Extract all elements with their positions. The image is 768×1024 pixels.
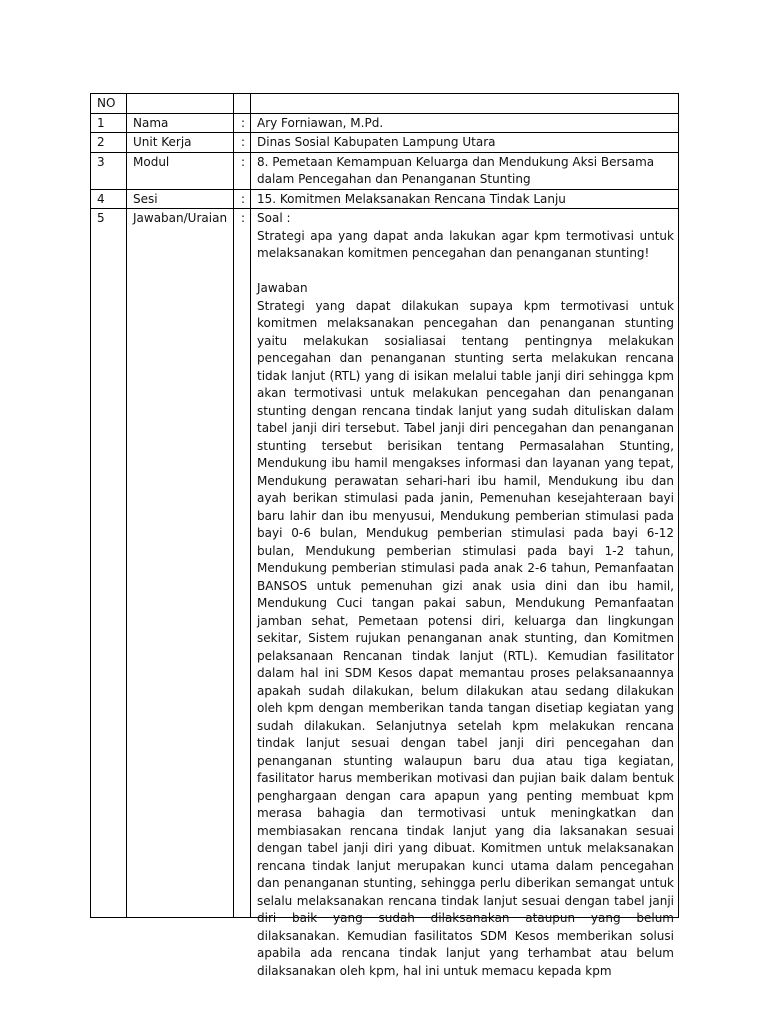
row-label-nama: Nama	[127, 113, 234, 133]
table-row	[91, 113, 679, 133]
row-value-sesi: 15. Komitmen Melaksanakan Rencana Tindak Lanju	[251, 189, 679, 209]
row-colon: :	[234, 189, 251, 209]
soal-heading: Soal :	[257, 211, 291, 225]
paragraph-gap	[257, 263, 674, 281]
row-number: 1	[91, 113, 127, 133]
soal-text: Strategi apa yang dapat anda lakukan agar kpm termotivasi untuk melaksanakan komitmen pencegahan dan penanganan stunting!	[257, 228, 674, 260]
table-row	[91, 152, 679, 189]
answer-cell	[251, 209, 679, 978]
table-header-row	[91, 94, 679, 114]
row-colon: :	[234, 133, 251, 153]
row-label-sesi: Sesi	[127, 189, 234, 209]
header-no: NO	[91, 94, 127, 114]
jawaban-text: Strategi yang dapat dilakukan supaya kpm termotivasi untuk komitmen melaksanakan pencegahan dan penanganan stunting yaitu melakukan sosialiasai tentang pentingnya melakukan pencegahan dan penanganan stunting serta melakukan rencana tidak lanjut (RTL) yang di isikan melalui table janji diri sehingga kpm akan termotivasi untuk melakukan pencegahan dan penanganan stunting dengan rencana tindak lanjut yang sudah dituliskan dalam tabel janji diri tersebut. Tabel janji diri pencegahan dan penanganan stunting tersebut berisikan tentang Permasalahan Stunting, Mendukung ibu hamil mengakses informasi dan layanan yang tepat, Mendukung perawatan sehari-hari ibu hamil, Mendukung ibu dan ayah berikan stimulasi pada janin, Pemenuhan kesejahteraan bayi baru lahir dan ibu menyusui, Mendukung pemberian stimulasi pada bayi 0-6 bulan, Mendukug pemberian stimulasi pada bayi 6-12 bulan, Mendukung pemberian stimulasi pada bayi 1-2 tahun, Mendukung pemberian stimulasi pada anak 2-6 tahun, Pemanfaatan BANSOS untuk pemenuhan gizi anak usia dini dan ibu hamil, Mendukung Cuci tangan pakai sabun, Mendukung Pemanfaatan jamban sehat, Pemetaan potensi diri, keluarga dan lingkungan sekitar, Sistem rujukan penanganan anak stunting, dan Komitmen pelaksanaan Rencanan tindak lanjut (RTL). Kemudian fasilitator dalam hal ini SDM Kesos dapat memantau proses pelaksanaannya apakah sudah dilakukan, belum dilakukan atau sedang dilakukan oleh kpm dengan memberikan tanda tangan disetiap kegiatan yang sudah dilakukan. Selanjutnya setelah kpm melakukan rencana tindak lanjut sesuai dengan tabel janji diri pencegahan dan penanganan stunting walaupun baru dua atau tiga kegiatan, fasilitator harus memberikan motivasi dan pujian baik dalam bentuk penghargaan dengan cara apapun yang penting membuat kpm merasa bahagia dan termotivasi untuk meningkatkan dan membiasakan rencana tindak lanjut yang dia laksanakan sesuai dengan tabel janji diri yang dibuat. Komitmen untuk melaksanakan rencana tindak lanjut merupakan kunci utama dalam pencegahan dan penanganan stunting, sehingga perlu diberikan semangat untuk selalu melaksanakan rencana tindak lanjut sesuai dengan tabel janji diri baik yang sudah dilaksanakan ataupun yang belum dilaksanakan. Kemudian fasilitatos SDM Kesos memberikan solusi apabila ada rencana tindak lanjut yang terhambat atau belum dilaksanakan oleh kpm, hal ini untuk memacu kepada kpm	[257, 298, 674, 978]
table-row	[91, 189, 679, 209]
row-value-unit-kerja: Dinas Sosial Kabupaten Lampung Utara	[251, 133, 679, 153]
table-row	[91, 133, 679, 153]
answer-content	[257, 210, 674, 978]
row-number: 4	[91, 189, 127, 209]
row-label-modul: Modul	[127, 152, 234, 189]
row-colon: :	[234, 113, 251, 133]
row-value-modul: 8. Pemetaan Kemampuan Keluarga dan Mendukung Aksi Bersama dalam Pencegahan dan Penanganan Stunting	[251, 152, 679, 189]
table-row	[91, 209, 679, 918]
identity-table	[90, 93, 679, 978]
row-number: 5	[91, 209, 127, 918]
row-value-nama: Ary Forniawan, M.Pd.	[251, 113, 679, 133]
header-value	[251, 94, 679, 114]
row-number: 3	[91, 152, 127, 189]
header-colon	[234, 94, 251, 114]
row-label-jawaban: Jawaban/Uraian	[127, 209, 234, 918]
row-colon: :	[234, 209, 251, 918]
header-label	[127, 94, 234, 114]
jawaban-heading: Jawaban	[257, 281, 308, 295]
row-colon: :	[234, 152, 251, 189]
row-label-unit-kerja: Unit Kerja	[127, 133, 234, 153]
row-number: 2	[91, 133, 127, 153]
